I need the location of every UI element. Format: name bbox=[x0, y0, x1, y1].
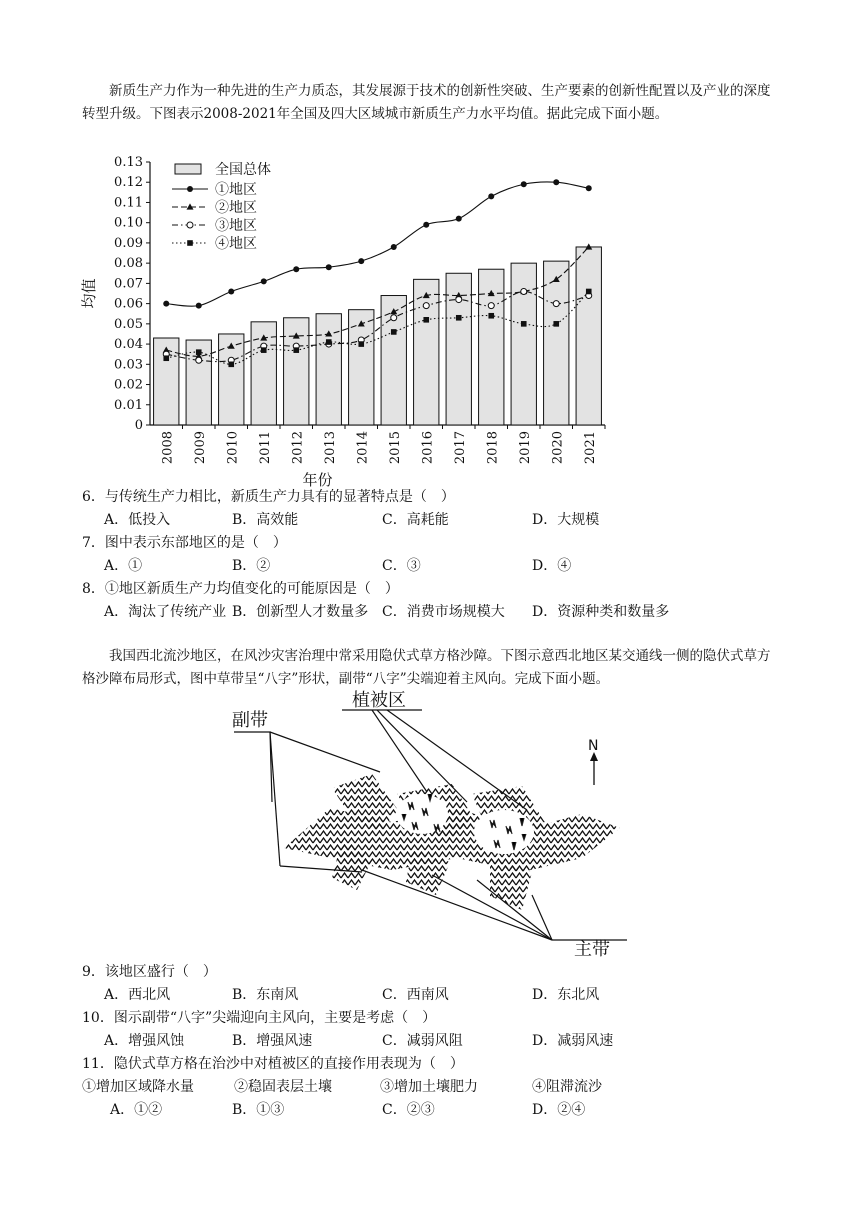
data-point bbox=[358, 258, 364, 264]
statement-3: ③增加土壤肥力 bbox=[380, 1079, 478, 1095]
data-point bbox=[423, 222, 429, 228]
option-c: C．西南风 bbox=[382, 987, 449, 1003]
x-tick-label: 2010 bbox=[225, 431, 241, 465]
legend-swatch-bar bbox=[175, 164, 201, 174]
data-point bbox=[488, 193, 494, 199]
bar bbox=[511, 263, 536, 425]
question-11-options bbox=[82, 1099, 782, 1121]
data-point bbox=[163, 355, 169, 361]
north-label: N bbox=[588, 738, 599, 754]
y-tick-label: 0.10 bbox=[114, 215, 143, 231]
x-tick-label: 2013 bbox=[322, 431, 338, 465]
y-tick-label: 0.11 bbox=[114, 195, 143, 211]
data-point bbox=[391, 244, 397, 250]
x-tick-label: 2021 bbox=[582, 431, 598, 465]
x-tick-label: 2008 bbox=[160, 431, 176, 465]
data-point bbox=[456, 297, 462, 303]
data-point bbox=[521, 181, 527, 187]
data-point bbox=[391, 329, 397, 335]
y-tick-label: 0.12 bbox=[114, 175, 143, 191]
bar bbox=[576, 247, 601, 425]
x-tick-label: 2020 bbox=[550, 431, 566, 465]
option-c: C．②③ bbox=[382, 1102, 435, 1118]
option-a: A．① bbox=[104, 558, 143, 574]
data-point bbox=[488, 303, 494, 309]
data-point bbox=[228, 362, 234, 368]
north-arrow-icon bbox=[588, 738, 598, 785]
option-b: B．东南风 bbox=[232, 987, 299, 1003]
option-d: D．资源种类和数量多 bbox=[532, 604, 670, 620]
data-point bbox=[326, 339, 332, 345]
data-point bbox=[423, 303, 429, 309]
option-a: A．西北风 bbox=[104, 987, 171, 1003]
x-tick-label: 2011 bbox=[257, 431, 273, 465]
question-8-stem: 8．①地区新质生产力均值变化的可能原因是（ ） bbox=[82, 581, 399, 597]
data-point bbox=[456, 216, 462, 222]
x-tick-label: 2012 bbox=[290, 431, 306, 465]
line-bar-chart bbox=[80, 150, 620, 490]
data-point bbox=[358, 341, 364, 347]
legend-label: ④地区 bbox=[215, 236, 257, 252]
option-d: D．④ bbox=[532, 558, 572, 574]
question-9-options bbox=[82, 984, 782, 1006]
option-d: D．②④ bbox=[532, 1102, 586, 1118]
legend-label: ③地区 bbox=[215, 218, 257, 234]
data-point bbox=[553, 301, 559, 307]
statement-4: ④阻滞流沙 bbox=[532, 1079, 602, 1095]
option-d: D．减弱风速 bbox=[532, 1033, 614, 1049]
x-axis-label: 年份 bbox=[302, 471, 333, 489]
y-tick-label: 0.04 bbox=[114, 337, 143, 353]
y-tick-label: 0.06 bbox=[114, 296, 143, 312]
question-11-stem: 11．隐伏式草方格在治沙中对植被区的直接作用表现为（ ） bbox=[82, 1056, 464, 1072]
question-10-stem: 10．图示副带“八字”尖端迎向主风向，主要是考虑（ ） bbox=[82, 1010, 437, 1026]
data-point bbox=[196, 349, 202, 355]
data-point bbox=[423, 317, 429, 323]
question-9-stem: 9．该地区盛行（ ） bbox=[82, 964, 217, 980]
option-c: C．高耗能 bbox=[382, 512, 449, 528]
question-10-options bbox=[82, 1030, 782, 1052]
data-point bbox=[326, 264, 332, 270]
question-7-stem: 7．图中表示东部地区的是（ ） bbox=[82, 535, 287, 551]
data-point bbox=[521, 288, 527, 294]
data-point bbox=[261, 347, 267, 353]
option-c: C．减弱风阻 bbox=[382, 1033, 463, 1049]
option-b: B．①③ bbox=[232, 1102, 285, 1118]
legend-label: 全国总体 bbox=[215, 162, 271, 178]
data-point bbox=[488, 313, 494, 319]
option-d: D．大规模 bbox=[532, 512, 600, 528]
option-c: C．消费市场规模大 bbox=[382, 604, 505, 620]
option-b: B．② bbox=[232, 558, 271, 574]
data-point bbox=[293, 347, 299, 353]
passage-1: 新质生产力作为一种先进的生产力质态，其发展源于技术的创新性突破、生产要素的创新性配置以及产业的深度转型升级。下图表示2008-2021年全国及四大区域城市新质生产力水平均值。据此完成下面小题。 bbox=[82, 83, 771, 122]
y-tick-label: 0.07 bbox=[114, 276, 143, 292]
x-tick-label: 2009 bbox=[192, 431, 208, 465]
data-point bbox=[196, 357, 202, 363]
label-zhudai: 主带 bbox=[574, 939, 610, 960]
data-point bbox=[553, 179, 559, 185]
bar bbox=[544, 261, 569, 425]
y-tick-label: 0.05 bbox=[114, 316, 143, 332]
y-tick-label: 0 bbox=[134, 418, 143, 433]
sand-barrier-diagram bbox=[222, 690, 642, 965]
label-zhibeiqu: 植被区 bbox=[352, 690, 406, 711]
x-tick-label: 2015 bbox=[387, 431, 403, 465]
question-7-options bbox=[82, 555, 782, 577]
bar bbox=[414, 279, 439, 425]
question-6-stem: 6．与传统生产力相比，新质生产力具有的显著特点是（ ） bbox=[82, 489, 455, 505]
x-tick-label: 2016 bbox=[420, 431, 436, 465]
option-b: B．创新型人才数量多 bbox=[232, 604, 369, 620]
legend-label: ②地区 bbox=[215, 200, 257, 216]
data-point bbox=[391, 315, 397, 321]
data-point bbox=[586, 185, 592, 191]
legend-marker bbox=[187, 222, 193, 228]
x-tick-label: 2018 bbox=[485, 431, 501, 465]
data-point bbox=[228, 288, 234, 294]
option-c: C．③ bbox=[382, 558, 421, 574]
data-point bbox=[456, 315, 462, 321]
x-tick-label: 2014 bbox=[355, 431, 371, 465]
option-a: A．增强风蚀 bbox=[104, 1033, 185, 1049]
y-tick-label: 0.01 bbox=[114, 397, 143, 413]
passage-2: 我国西北流沙地区，在风沙灾害治理中常采用隐伏式草方格沙障。下图示意西北地区某交通线一侧的隐伏式草方格沙障布局形式，图中草带呈“八字”形状，副带“八字”尖端迎着主风向。完成下面小题。 bbox=[82, 648, 771, 687]
y-tick-label: 0.13 bbox=[114, 155, 143, 170]
data-point bbox=[586, 289, 592, 295]
x-tick-label: 2019 bbox=[517, 431, 533, 465]
x-tick-label: 2017 bbox=[452, 431, 468, 465]
y-tick-label: 0.02 bbox=[114, 377, 143, 393]
y-tick-label: 0.09 bbox=[114, 235, 143, 251]
question-8-options bbox=[82, 601, 782, 623]
data-point bbox=[293, 266, 299, 272]
y-axis-label: 均值 bbox=[80, 278, 98, 309]
legend-marker bbox=[187, 240, 193, 246]
y-tick-label: 0.03 bbox=[114, 357, 143, 373]
legend-marker bbox=[187, 186, 193, 192]
question-6-options bbox=[82, 509, 782, 531]
data-point bbox=[553, 321, 559, 327]
option-b: B．增强风速 bbox=[232, 1033, 313, 1049]
option-b: B．高效能 bbox=[232, 512, 299, 528]
option-a: A．淘汰了传统产业 bbox=[104, 604, 227, 620]
option-a: A．①② bbox=[110, 1102, 163, 1118]
legend-label: ①地区 bbox=[215, 182, 257, 198]
data-point bbox=[261, 278, 267, 284]
data-point bbox=[163, 301, 169, 307]
option-a: A．低投入 bbox=[104, 512, 171, 528]
y-tick-label: 0.08 bbox=[114, 256, 143, 272]
data-point bbox=[521, 321, 527, 327]
question-11-statements bbox=[82, 1076, 782, 1098]
data-point bbox=[196, 303, 202, 309]
option-d: D．东北风 bbox=[532, 987, 600, 1003]
label-fudai: 副带 bbox=[232, 710, 268, 731]
statement-1: ①增加区域降水量 bbox=[82, 1079, 194, 1095]
statement-2: ②稳固表层土壤 bbox=[234, 1079, 332, 1095]
